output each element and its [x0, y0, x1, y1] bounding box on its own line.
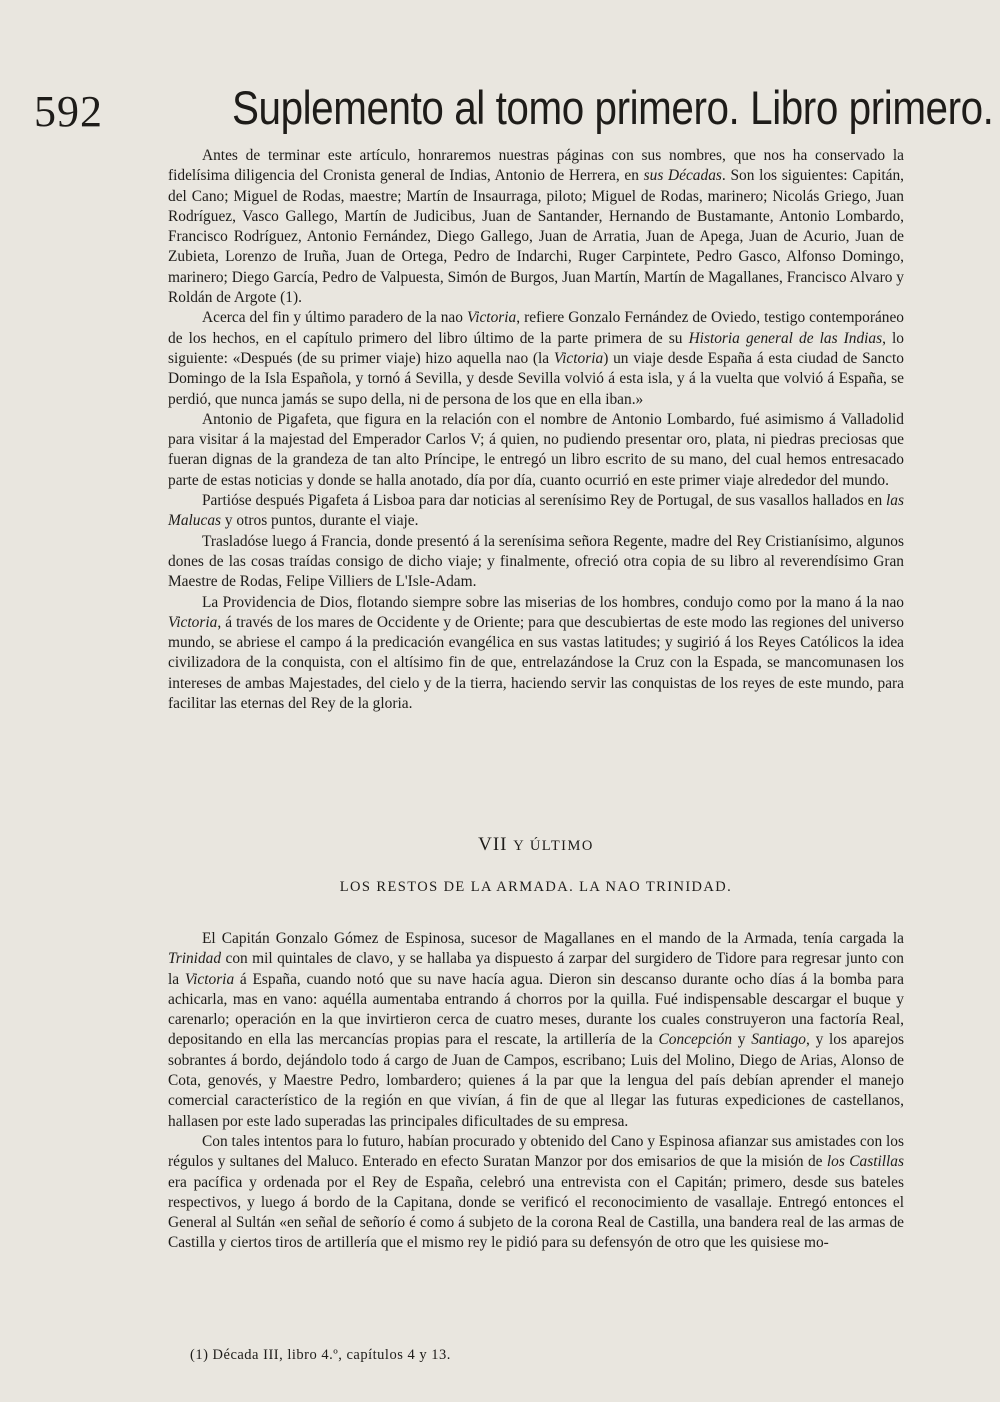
- italic-run: Historia general de las Indias: [688, 329, 883, 347]
- text-run: Con tales intentos para lo futuro, habían procurado y obtenido del Cano y Espinosa afianzar sus amistades con los régulos y sultanes del Maluco. Enterado en efecto Suratan Manzor por dos emisarios de que la misión de: [168, 1132, 904, 1171]
- italic-run: Victoria: [553, 349, 604, 367]
- paragraph: [168, 1132, 904, 1254]
- italic-run: Santiago: [751, 1031, 806, 1049]
- page-header: [34, 80, 994, 140]
- text-run: Trasladóse luego á Francia, donde presentó á la serenísima señora Regente, madre del Rey Cristianísimo, algunos dones de las cosas traídas consigo de dicho viaje; y finalmente, ofreció otra copia de su libro al reverendísimo Gran Maestre de Rodas, Felipe Villiers de L'Isle-Adam.: [168, 532, 904, 591]
- section-number: VII: [478, 834, 508, 855]
- paragraph: [168, 410, 904, 491]
- text-run: á España, cuando notó que su nave hacía agua. Dieron sin descanso durante ocho días á la bomba para achicarla, mas en vano: aquélla aumentaba entrando á chorros por la quilla. Fué indispensable descargar el buque y carenarlo; operación en la que invirtieron cerca de cuatro meses, durante los cuales construyeron una factoría Real, depositando en ella las mercancías propias para el rescate, la artillería de la: [168, 970, 904, 1049]
- italic-run: las Malucas: [168, 492, 904, 530]
- page-number: 592: [34, 87, 103, 136]
- text-run: , á través de los mares de Occidente y de Oriente; para que descubiertas de este modo las regiones del universo mundo, se abriese el campo á la predicación evangélica en sus vastas latitudes; y sugirió á los Reyes Católicos la idea civilizadora de la conquista, con el altísimo fin de que, entrelazándose la Cruz con la Espada, se mancomunasen los intereses de ambas Majestades, del cielo y de la tierra, haciendo servir las conquistas de los reyes de este mundo, para facilitar las eternas del Rey de la gloria.: [168, 613, 904, 713]
- text-run: , lo siguiente: «Después (de su primer viaje) hizo aquella nao (la: [168, 329, 904, 367]
- text-run: Antonio de Pigafeta, que figura en la relación con el nombre de Antonio Lombardo, fué asimismo á Valladolid para visitar á la majestad del Emperador Carlos V; á quien, no pudiendo presentar oro, plata, ni piedras preciosas que fueran dignas de la grandeza de tan alto Príncipe, le entregó un libro escrito de su mano, del cual hemos entresacado parte de estas noticias y donde se halla anotado, día por día, cuanto ocurrió en este primer viaje alrededor del mundo.: [168, 410, 904, 489]
- text-run: Acerca del fin y último paradero de la nao: [202, 309, 467, 327]
- text-run: , y los aparejos sobrantes á bordo, dejándolo todo á cargo de Juan de Campos, escribano; Luis del Molino, Diego de Arias, Alonso de Cota, genovés, y Maestre Pedro, lombardero; quienes á la par que la lengua del país debían aprender el manejo comercial característico de la región en que vivían, á fin de que al llegar las futuras expediciones de castellanos, hallasen por este lado superadas las principales dificultades de su empresa.: [168, 1031, 904, 1130]
- italic-run: Victoria: [168, 613, 218, 631]
- text-run: con mil quintales de clavo, y se hallaba ya dispuesto á zarpar del surgidero de Tidore para regresar junto con la: [168, 950, 904, 988]
- running-title: Suplemento al tomo primero. Libro primero.: [232, 81, 994, 134]
- text-run: y otros puntos, durante el viaje.: [221, 512, 419, 530]
- footnote: (1) Década III, libro 4.º, capítulos 4 y 13.: [190, 1347, 451, 1363]
- text-run: Antes de terminar este artículo, honraremos nuestras páginas con sus nombres, que nos ha conservado la fidelísima diligencia del Cronista general de Indias, Antonio de Herrera, en: [168, 147, 904, 185]
- text-run: El Capitán Gonzalo Gómez de Espinosa, sucesor de Magallanes en el mando de la Armada, tenía cargada la: [202, 930, 904, 947]
- body-text-bottom: [168, 929, 904, 1254]
- paragraph: [168, 593, 904, 715]
- paragraph: [168, 308, 904, 409]
- paragraph: [168, 491, 904, 532]
- text-run: La Providencia de Dios, flotando siempre sobre las miserias de los hombres, condujo como por la mano á la nao: [202, 593, 904, 611]
- italic-run: Victoria: [466, 309, 517, 327]
- italic-run: los Castillas: [826, 1153, 904, 1171]
- section-number-suffix: Y ÚLTIMO: [513, 838, 594, 854]
- body-text-top: [168, 146, 904, 714]
- text-run: , refiere Gonzalo Fernández de Oviedo, testigo contemporáneo de los hechos, en el capítulo primero del libro último de la parte primera de su: [168, 309, 904, 347]
- text-run: y: [732, 1031, 752, 1049]
- italic-run: Trinidad: [168, 950, 222, 968]
- italic-run: sus Décadas: [643, 167, 722, 185]
- text-run: era pacífica y ordenada por el Rey de España, celebró una entrevista con el Capitán; primero, desde sus bateles respectivos, y luego á bordo de la Capitana, donde se verificó el reconocimiento de vasallaje. Entregó entonces el General al Sultán «en señal de señorío é como á subjeto de la corona Real de Castilla, una bandera real de las armas de Castilla y ciertos tiros de artillería que el mismo rey le pidió para su defensyón de otro que les quisiese mo-: [168, 1173, 904, 1252]
- section-title: LOS RESTOS DE LA ARMADA. LA NAO TRINIDAD.: [339, 879, 733, 895]
- italic-run: Concepción: [658, 1031, 733, 1049]
- paragraph: [168, 532, 904, 593]
- text-run: . Son los siguientes: Capitán, del Cano; Miguel de Rodas, maestre; Martín de Insaurraga, piloto; Miguel de Rodas, marinero; Nicolás Griego, Juan Rodríguez, Vasco Gallego, Martín de Judicibus, Juan de Santander, Hernando de Bustamante, Antonio Lombardo, Francisco Rodríguez, Antonio Fernández, Diego Gallego, Juan de Arratia, Juan de Apega, Juan de Acurio, Juan de Zubieta, Lorenzo de Iruña, Juan de Ortega, Pedro de Indarchi, Ruger Carpintete, Pedro Gasco, Alfonso Domingo, marinero; Diego García, Pedro de Valpuesta, Simón de Burgos, Juan Martín, Martín de Magallanes, Francisco Alvaro y Roldán de Argote (1).: [168, 167, 905, 307]
- paragraph: [168, 929, 904, 1132]
- section-heading-number: [168, 834, 904, 856]
- italic-run: Victoria: [184, 970, 235, 988]
- text-run: Partióse después Pigafeta á Lisboa para dar noticias al serenísimo Rey de Portugal, de sus vasallos hallados en: [202, 492, 887, 510]
- paragraph: [168, 146, 904, 308]
- text-run: ) un viaje desde España á esta ciudad de Sancto Domingo de la Isla Española, y tornó á Sevilla, y desde Sevilla volvió á esta isla, y á la vuelta que volvió á España, se perdió, que nunca jamás se supo della, ni de persona de los que en ella iban.»: [168, 349, 904, 408]
